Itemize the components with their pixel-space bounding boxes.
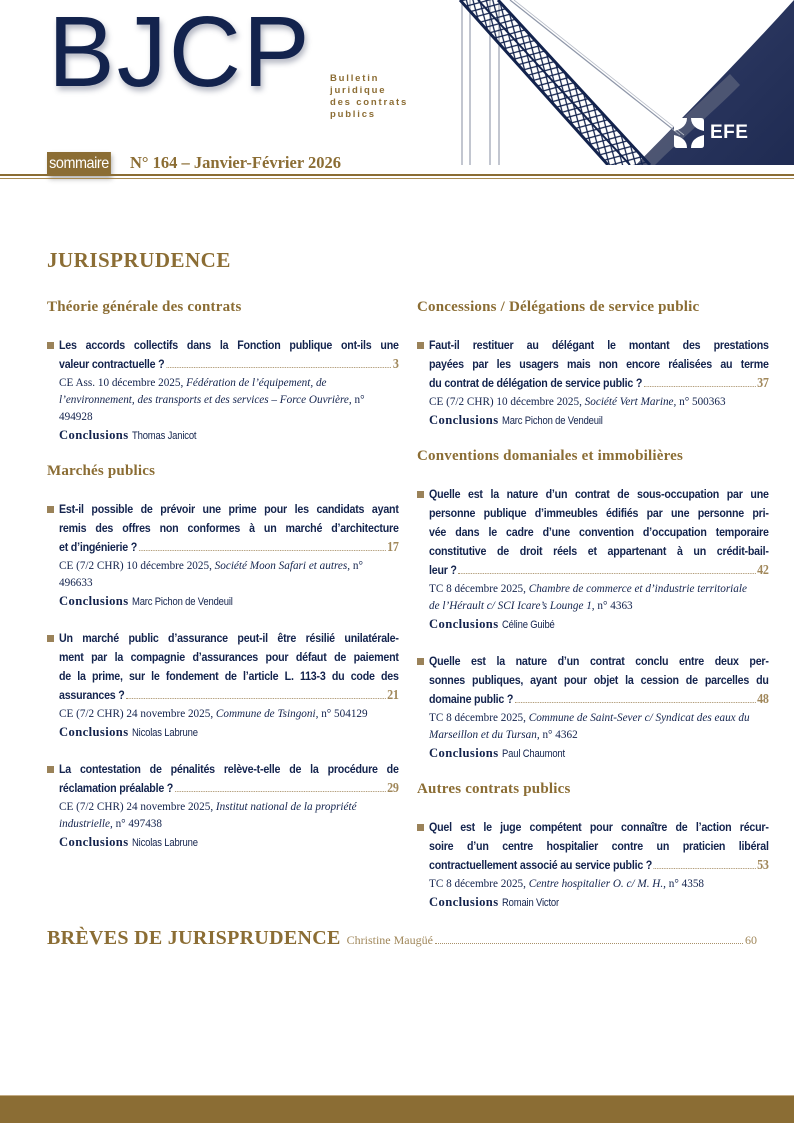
conclusions xyxy=(429,411,757,430)
conclusions-label: Conclusions xyxy=(59,428,129,442)
leader-dots xyxy=(654,868,756,869)
conclusions-label: Conclusions xyxy=(59,725,129,739)
section-title: Conventions domaniales et immobilières xyxy=(417,448,684,464)
case-name: Fédération de l’équipement, de l’environnement, des transports et des services – Force Ouvrière, xyxy=(59,377,352,406)
square-bullet-icon xyxy=(417,824,424,831)
case-name: Commune de Tsingoni, xyxy=(215,708,319,720)
leader-dots xyxy=(644,386,755,387)
conclusions xyxy=(429,893,757,912)
case-number: n° 504129 xyxy=(318,708,368,720)
bjcp-logo: BJCP xyxy=(48,0,312,108)
decision-reference xyxy=(59,706,387,723)
court-and-date: TC 8 décembre 2025, xyxy=(429,712,529,724)
subtitle-line: juridique xyxy=(330,85,387,96)
entry-question xyxy=(429,818,769,875)
question-line: Quelle est la nature d’un contrat conclu entre deux per- xyxy=(429,654,769,668)
question-line: payées par les usagers mais non encore réalisées au terme xyxy=(429,357,769,371)
case-number: n° 4363 xyxy=(594,600,633,612)
left-column xyxy=(47,299,399,870)
toc-entry[interactable] xyxy=(47,760,399,852)
conclusions xyxy=(59,723,387,742)
question-line: soire d’un centre hospitalier contre un praticien libéral xyxy=(429,839,769,853)
toc-entry[interactable] xyxy=(47,336,399,445)
rapporteur-name: Céline Guibé xyxy=(501,619,555,631)
entry-question xyxy=(59,629,399,705)
court-and-date: TC 8 décembre 2025, xyxy=(429,583,529,595)
right-column xyxy=(417,299,769,930)
toc-entry[interactable] xyxy=(47,629,399,742)
conclusions-label: Conclusions xyxy=(429,413,499,427)
question-line: vée dans le cadre d’une convention d’occupation temporaire xyxy=(429,525,769,539)
leader-dots xyxy=(458,573,755,574)
question-line: assurances ? xyxy=(59,688,125,702)
rapporteur-name: Paul Chaumont xyxy=(501,748,565,760)
conclusions xyxy=(429,744,757,763)
case-name: Commune de Saint-Sever c/ Syndicat des eaux du Marseillon et du Tursan, xyxy=(429,712,750,741)
conclusions-label: Conclusions xyxy=(59,835,129,849)
rapporteur-name: Nicolas Labrune xyxy=(131,727,198,739)
question-last-line xyxy=(59,779,399,798)
masthead xyxy=(0,0,794,180)
question-line: domaine public ? xyxy=(429,692,514,706)
rapporteur-name: Romain Victor xyxy=(501,897,559,909)
entry-question xyxy=(59,760,399,798)
square-bullet-icon xyxy=(47,342,54,349)
rapporteur-name: Marc Pichon de Vendeuil xyxy=(131,596,233,608)
question-line: Quelle est la nature d’un contrat de sous-occupation par une xyxy=(429,487,769,501)
rapporteur-name: Marc Pichon de Vendeuil xyxy=(501,415,603,427)
subtitle-line: des contrats xyxy=(330,97,409,108)
case-name: Chambre de commerce et d’industrie territoriale de l’Hérault c/ SCI Icare’s Lounge 1, xyxy=(429,583,747,612)
page-number: 60 xyxy=(745,933,757,947)
question-line: Est-il possible de prévoir une prime pour les candidats ayant xyxy=(59,502,399,516)
conclusions xyxy=(59,426,387,445)
conclusions-label: Conclusions xyxy=(59,594,129,608)
toc-entry[interactable] xyxy=(417,818,769,912)
question-last-line xyxy=(59,686,399,705)
toc-entry[interactable] xyxy=(47,500,399,611)
page-number: 42 xyxy=(757,563,769,578)
leader-dots xyxy=(139,550,386,551)
section-title: Autres contrats publics xyxy=(417,781,571,797)
question-last-line xyxy=(429,856,769,875)
square-bullet-icon xyxy=(47,766,54,773)
court-and-date: TC 8 décembre 2025, xyxy=(429,878,529,890)
question-line: personne publique d’immeubles édifiés par une personne pri- xyxy=(429,506,769,520)
case-number: n° 494928 xyxy=(59,394,365,423)
conclusions xyxy=(59,833,387,852)
question-line: Les accords collectifs dans la Fonction publique ont-ils une xyxy=(59,338,399,352)
conclusions xyxy=(59,592,387,611)
entry-question xyxy=(429,336,769,393)
square-bullet-icon xyxy=(417,342,424,349)
question-line: réclamation préalable ? xyxy=(59,781,174,795)
court-and-date: CE (7/2 CHR) 10 décembre 2025, xyxy=(429,396,585,408)
page-number: 3 xyxy=(392,357,399,372)
case-number: n° 4358 xyxy=(665,878,705,890)
question-line: et d’ingénierie ? xyxy=(59,540,138,554)
breves-title: BRÈVES DE JURISPRUDENCE xyxy=(47,927,341,949)
entry-question xyxy=(429,652,769,709)
question-line: ment par la compagnie d’assurances pour défaut de paiement xyxy=(59,650,399,664)
case-number: n° 4362 xyxy=(539,729,578,741)
toc-section xyxy=(417,781,769,912)
toc-entry[interactable] xyxy=(417,485,769,634)
court-and-date: CE Ass. 10 décembre 2025, xyxy=(59,377,187,389)
toc-section xyxy=(47,463,399,852)
decision-reference xyxy=(429,394,757,411)
question-last-line xyxy=(429,690,769,709)
conclusions-label: Conclusions xyxy=(429,895,499,909)
logo-subtitle xyxy=(330,73,408,121)
square-bullet-icon xyxy=(47,635,54,642)
question-line: Un marché public d’assurance peut-il être résilié unilatérale- xyxy=(59,631,399,645)
leader-dots xyxy=(166,367,391,368)
conclusions-label: Conclusions xyxy=(429,617,499,631)
section-heading-jurisprudence: JURISPRUDENCE xyxy=(47,248,231,272)
question-line: La contestation de pénalités relève-t-elle de la procédure de xyxy=(59,762,399,776)
question-line: Faut-il restituer au délégant le montant des prestations xyxy=(429,338,769,352)
question-line: de la prime, sur le fondement de l’article L. 113-3 du code des xyxy=(59,669,399,683)
section-title: Théorie générale des contrats xyxy=(47,299,242,315)
question-line: contractuellement associé au service public ? xyxy=(429,858,653,872)
sommaire-tag: sommaire xyxy=(47,152,111,176)
efe-logo xyxy=(674,118,748,148)
case-name: Centre hospitalier O. c/ M. H., xyxy=(528,878,666,890)
question-last-line xyxy=(59,355,399,374)
toc-section xyxy=(47,299,399,445)
page-number: 17 xyxy=(387,540,399,555)
question-line: du contrat de délégation de service public ? xyxy=(429,376,643,390)
conclusions xyxy=(429,615,757,634)
breves-entry[interactable] xyxy=(47,927,757,950)
header-rule xyxy=(0,174,794,176)
court-and-date: CE (7/2 CHR) 24 novembre 2025, xyxy=(59,708,216,720)
rapporteur-name: Nicolas Labrune xyxy=(131,837,198,849)
court-and-date: CE (7/2 CHR) 10 décembre 2025, xyxy=(59,560,215,572)
page-number: 53 xyxy=(757,858,769,873)
question-line: Quel est le juge compétent pour connaître de l’action récur- xyxy=(429,820,769,834)
header-rule-thin xyxy=(0,178,794,179)
page-number: 21 xyxy=(387,688,399,703)
case-name: Société Vert Marine, xyxy=(584,396,677,408)
decision-reference xyxy=(59,375,387,426)
toc-entry[interactable] xyxy=(417,652,769,763)
decision-reference xyxy=(59,558,387,592)
question-line: valeur contractuelle ? xyxy=(59,357,165,371)
entry-question xyxy=(59,336,399,374)
question-last-line xyxy=(429,374,769,393)
case-number: n° 496633 xyxy=(59,560,363,589)
breves-author: Christine Maugüé xyxy=(346,933,433,947)
page-number: 29 xyxy=(387,781,399,796)
leader-dots xyxy=(435,943,743,944)
toc-section xyxy=(417,448,769,763)
question-line: remis des offres non conformes à un marché d’architecture xyxy=(59,521,399,535)
decision-reference xyxy=(59,799,387,833)
decision-reference xyxy=(429,710,757,744)
case-name: Institut national de la propriété industrielle, xyxy=(59,801,357,830)
toc-entry[interactable] xyxy=(417,336,769,430)
question-line: leur ? xyxy=(429,563,457,577)
leader-dots xyxy=(515,702,755,703)
entry-question xyxy=(59,500,399,557)
rapporteur-name: Thomas Janicot xyxy=(131,430,196,442)
efe-logo-icon xyxy=(674,118,704,148)
court-and-date: CE (7/2 CHR) 24 novembre 2025, xyxy=(59,801,216,813)
question-last-line xyxy=(59,538,399,557)
case-number: n° 500363 xyxy=(676,396,726,408)
square-bullet-icon xyxy=(417,658,424,665)
question-line: sonnes publiques, ayant pour objet la cession de parcelles du xyxy=(429,673,769,687)
page-number: 37 xyxy=(757,376,769,391)
subtitle-line: publics xyxy=(330,109,376,120)
question-last-line xyxy=(429,561,769,580)
leader-dots xyxy=(126,698,385,699)
footer-band xyxy=(0,1096,794,1123)
square-bullet-icon xyxy=(47,506,54,513)
square-bullet-icon xyxy=(417,491,424,498)
page-number: 48 xyxy=(757,692,769,707)
leader-dots xyxy=(175,791,386,792)
toc-section xyxy=(417,299,769,430)
section-title: Concessions / Délégations de service public xyxy=(417,299,700,315)
entry-question xyxy=(429,485,769,580)
case-name: Société Moon Safari et autres, xyxy=(214,560,351,572)
efe-wordmark: EFE xyxy=(710,122,749,143)
case-number: n° 497438 xyxy=(112,818,162,830)
decision-reference xyxy=(429,876,757,893)
subtitle-line: Bulletin xyxy=(330,73,380,84)
section-title: Marchés publics xyxy=(47,463,156,479)
conclusions-label: Conclusions xyxy=(429,746,499,760)
issue-title: N° 164 – Janvier-Février 2026 xyxy=(130,153,341,172)
question-line: constitutive de droit réels et appartenant à un crédit-bail- xyxy=(429,544,769,558)
decision-reference xyxy=(429,581,757,615)
